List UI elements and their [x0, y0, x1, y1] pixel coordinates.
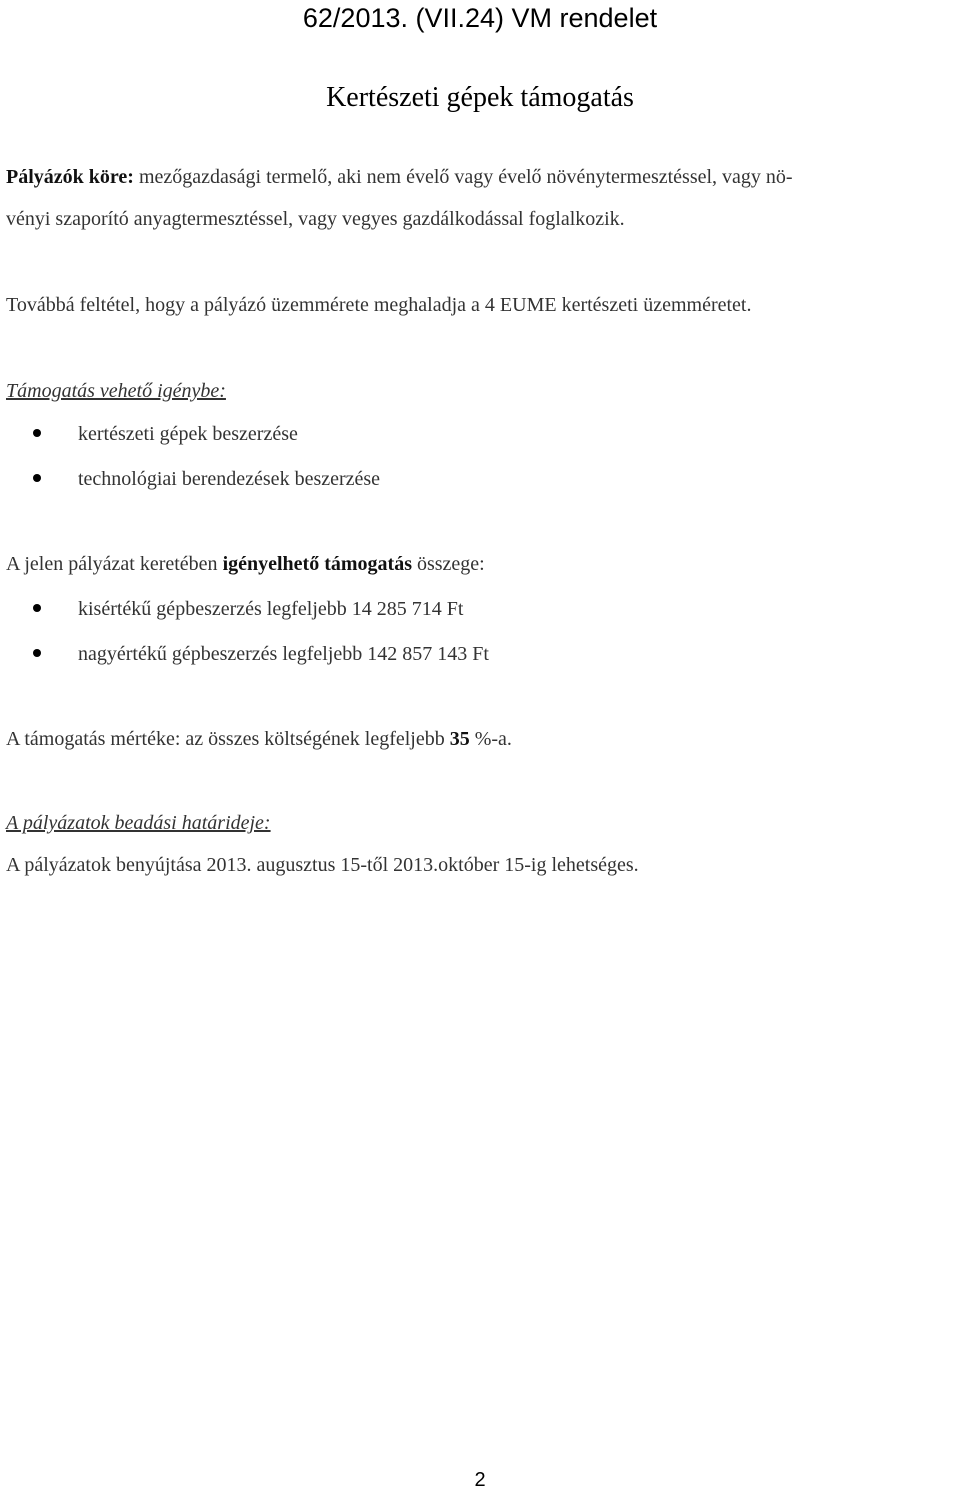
applicants-line-2: vényi szaporító anyagtermesztéssel, vagy vegyes gazdálkodással foglalkozik.: [6, 208, 625, 230]
regulation-title: 62/2013. (VII.24) VM rendelet: [302, 3, 658, 33]
amount-suffix: összege:: [411, 553, 485, 575]
applicants-line-1: [6, 164, 793, 190]
applicants-label: Pályázók köre:: [6, 166, 134, 188]
rate-bold: 35: [449, 728, 470, 750]
deadline-label: A pályázatok beadási határideje:: [6, 812, 271, 834]
amount-prefix: A jelen pályázat keretében: [6, 553, 223, 575]
bullet-icon: [33, 604, 41, 612]
eligible-item-2: technológiai berendezések beszerzése: [78, 468, 381, 490]
eligible-label: Támogatás vehető igénybe:: [6, 380, 226, 402]
eligible-item-1: kertészeti gépek beszerzése: [78, 423, 298, 445]
bullet-icon: [33, 429, 41, 437]
bullet-icon: [33, 649, 41, 657]
amount-item-1: kisértékű gépbeszerzés legfeljebb 14 285 714 Ft: [78, 598, 464, 620]
amount-bold: igényelhető támogatás: [222, 553, 412, 575]
rate-suffix: %-a.: [469, 728, 512, 750]
amount-intro: [6, 551, 485, 577]
amount-item-2: nagyértékű gépbeszerzés legfeljebb 142 857 143 Ft: [78, 643, 489, 665]
deadline-text: A pályázatok benyújtása 2013. augusztus 15-től 2013.október 15-ig lehetséges.: [6, 854, 639, 876]
condition-paragraph: Továbbá feltétel, hogy a pályázó üzemmérete meghaladja a 4 EUME kertészeti üzemméretet.: [6, 294, 752, 316]
rate-prefix: A támogatás mértéke: az összes költségének legfeljebb: [6, 728, 450, 750]
page-heading: Kertészeti gépek támogatás: [326, 82, 634, 113]
applicants-text-1: mezőgazdasági termelő, aki nem évelő vagy évelő növénytermesztéssel, vagy nö-: [133, 166, 793, 188]
rate-paragraph: [6, 726, 512, 752]
page-number: 2: [474, 1469, 486, 1491]
bullet-icon: [33, 474, 41, 482]
